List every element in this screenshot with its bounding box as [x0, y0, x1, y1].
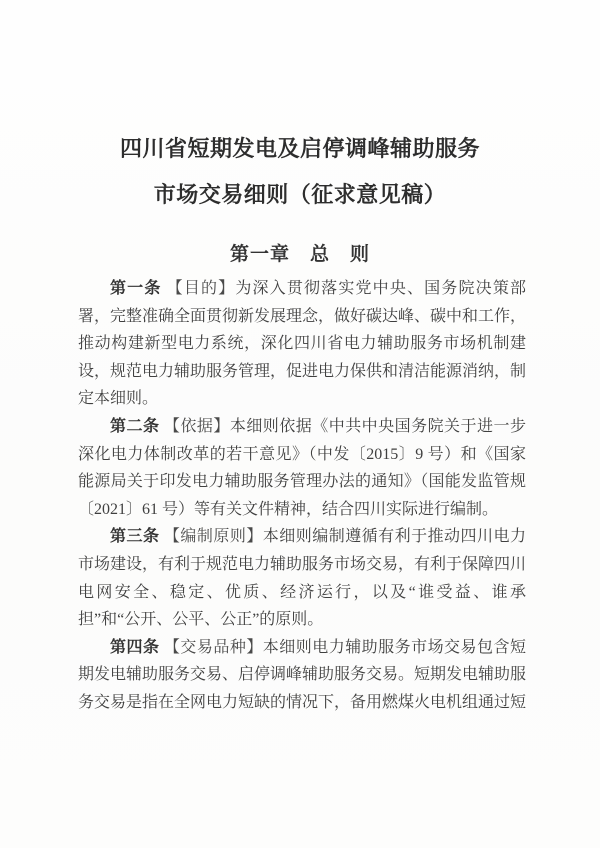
- article-number: 第三条: [110, 528, 160, 546]
- article-text: 本细则电力辅助服务市场交易包含短期发电辅助服务交易、启停调峰辅助服务交易。短期发电辅助服务交易是指在全网电力短缺的情况下，备用燃煤火电机组通过短: [78, 638, 527, 711]
- article-paragraph: [78, 413, 526, 523]
- document-title-line1: 四川省短期发电及启停调峰辅助服务: [119, 136, 480, 161]
- article-label: 【编制原则】: [163, 528, 263, 546]
- article-text: 本细则编制遵循有利于推动四川电力市场建设，有利于规范电力辅助服务市场交易，有利于保障四川电网安全、稳定、优质、经济运行，以及“谁受益、谁承担”和“公开、公平、公正”的原则。: [78, 528, 527, 629]
- article-label: 【依据】: [163, 417, 230, 435]
- article-text: 为深入贯彻落实党中央、国务院决策部署，完整准确全面贯彻新发展理念，做好碳达峰、碳中和工作，推动构建新型电力系统，深化四川省电力辅助服务市场机制建设，规范电力辅助服务管理，促进电力保供和清洁能源消纳，制定本细则。: [78, 280, 527, 408]
- article-number: 第一条: [110, 280, 162, 297]
- chapter-heading: 第一章 总 则: [229, 244, 370, 265]
- article-number: 第四条: [110, 638, 160, 656]
- document-title-line2: 市场交易细则（征求意见稿）: [153, 182, 447, 207]
- article-label: 【交易品种】: [163, 638, 263, 656]
- article-paragraph: [78, 523, 526, 633]
- article-number: 第二条: [110, 417, 160, 435]
- article-label: 【目的】: [166, 280, 236, 297]
- article-paragraph: [78, 634, 526, 717]
- article-paragraph: [78, 275, 526, 413]
- document-title: [0, 126, 600, 218]
- document-body: [78, 275, 526, 717]
- article-text: 本细则依据《中共中央国务院关于进一步深化电力体制改革的若干意见》（中发〔2015〕9 号）和《国家能源局关于印发电力辅助服务管理办法的通知》（国能发监管规〔2021〕61 号）等有关文件精神，结合四川实际进行编制。: [78, 417, 526, 518]
